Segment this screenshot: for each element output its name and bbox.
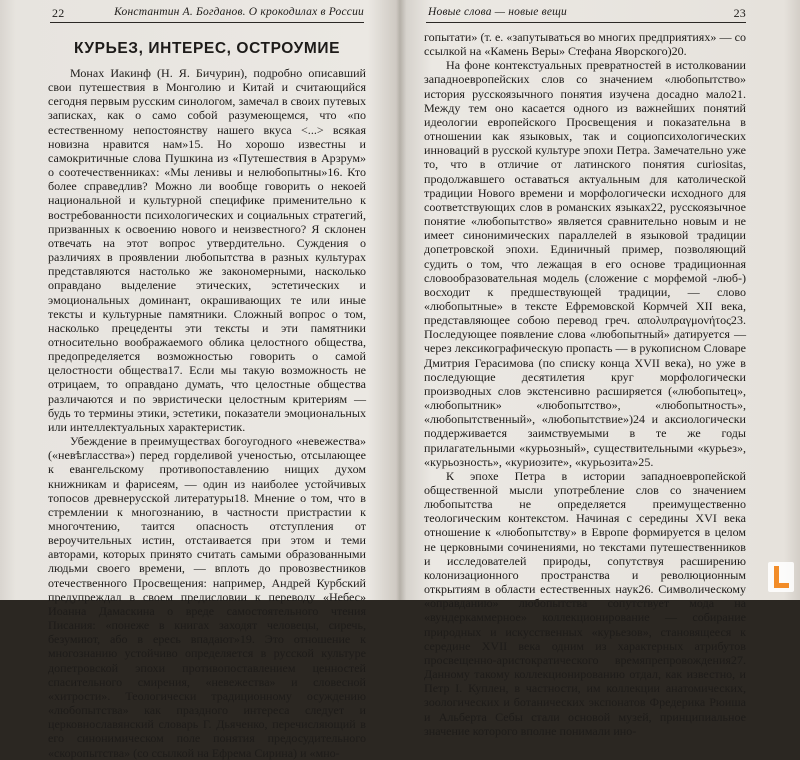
paragraph: Убеждение в преимуществах богоугодного «невежества» («невѣгласства») перед горделивой ученостью, отсылающее к евангельскому противопоставлению нищих духом книжникам и фарисеям, — один из наиболее устойчивых топосов древнерусской литературы18. Мнение о том, что в стремлении к многознанию, в частности пристрастии к многочтению, таится опасность отступления от вероучительных истин, отстаивается при этом и теми авторами, которых принято считать самыми образованными людьми своего времени, — вплоть до провозвестников отечественного Просвещения: например, Андрей Курбский предупреждал в своем предисловии к переводу «Небес» Иоанна Дамаскина о вреде самостоятельного чтения Писания: «понеже в книгах заходят человецы, сиречь, безумиют, або в ересь впадают»19. Это отношение к многознанию устойчиво определяется в русской культуре допетровской эпохи противопоставлением ценностей спасительного смирения, «невежества» и словесной «хитрости». Теологически традиционному осуждению «любопытства» как праздного интереса следует и церковнославянский словарь Г. Дьяченко, перечисляющий в его синонимическом поле понятия предосудительного «скоропытства» (со ссылкой на Ефрема Сирина) и «мно- <box>48 434 366 760</box>
right-header-rule <box>426 22 746 23</box>
left-running-head-text: Константин А. Богданов. О крокодилах в России <box>114 6 364 18</box>
right-page <box>402 0 800 738</box>
paragraph: гопытати» (т. е. «запутываться во многих предприятиях» — со ссылкой на «Камень Веры» Стефана Яворского)20. <box>424 30 746 59</box>
left-page-number: 22 <box>52 6 65 20</box>
chapter-title: КУРЬЕЗ, ИНТЕРЕС, ОСТРОУМИЕ <box>73 40 341 57</box>
right-body-text <box>424 30 746 738</box>
right-page-number: 23 <box>733 6 746 20</box>
right-running-head-text: Новые слова — новые вещи <box>428 6 568 18</box>
paragraph: Монах Иакинф (Н. Я. Бичурин), подробно описавший свои путешествия в Монголию и Китай и считающийся сегодня первым русским синологом, замечал в своих путевых записках, как о само собой разумеющемся, что «по естественному непостоянству нашего вкуса <...> всякая новизна нравится нам»15. Но хорошо известны и самокритичные слова Пушкина из «Путешествия в Арзрум» о соотечественниках: «Мы ленивы и нелюбопытны»16. Кто более справедлив? Можно ли вообще говорить о некоей национальной и культурной специфике применительно к востребованности психологических и социальных стратегий, призванных к освоению нового и неизвестного? Я склонен отвечать на этот вопрос утвердительно. Суждения о различиях в проявлении любопытства в разных культурах представляются настолько же закономерными, насколько оправдано выделение этических, эстетических и эмоциональных доминант, окрашивающих те или иные тексты и культурные памятники. Сложный вопрос о том, насколько прецеденты эти тексты и эти памятники относительно воображаемого облика целостного общества, предопределяется возможностью говорить о самой целостности общества17. Если мы такую возможность не отрицаем, то оправдано думать, что целостные общества различаются и по эвристически целостным критериям — будь то термины этики, эстетики, показатели эмоциональных или интеллектуальных характеристик. <box>48 66 366 434</box>
left-page <box>0 0 398 760</box>
left-body-text <box>48 66 366 760</box>
paragraph: К эпохе Петра в истории западноевропейской общественной мысли употребление слов со значением любопытства не определяется преимущественно теологическим контекстом. Начиная с середины XVI века отношение к «любопытству» в Европе формируется в целом не церковными сочинениями, но текстами путешественников и исследователей природы, сопутствуя расширению колонизационного пространства и революционным открытиям в области естественных наук26. Символическому «оправданию» любопытства сопутствует мода на «вундеркаммерное» коллекционирование — собирание природных и искусственных «курьезов», становящееся к середине XVII века одним из характерных атрибутов просвещенно-аристократического времяпрепровождения27. Данному такому коллекционированию отдал, как известно, и Петр I. Куплен, в частности, им коллекции анатомических, зоологических и ботанических экспонатов Фредерика Рюиша и Альберта Себы стали основой музей, принципиальное значение которого вполне понимали ино- <box>424 468 746 738</box>
paragraph: На фоне контекстуальных превратностей в истолковании западноевропейских слов со значением «любопытство» история русскоязычного понятия изучена досадно мало21. Между тем оно касается одного из важнейших понятий идеологии европейского Просвещения и показательна в отношении как языковых, так и социопсихологических инноваций в русской культуре эпохи Петра. Замечательно уже то, что в отличие от латинского понятия curiositas, продолжавшего оставаться актуальным для католической традиции Нового времени и морфологически исходного для соответствующих слов в романских языках22, русскоязычное понятие «любопытство» является сравнительно новым и не имеет синонимических параллелей в языковой традиции допетровской эпохи. Единичный пример, позволяющий судить о том, что лежащая в его основе традиционная словообразовательная модель (сложение с морфемой -люб-) восходит к предшествующей традиции, — слово «любопытные» в тексте Ефремовской Кормчей XII века, представляющее собою перевод греч. απολυπραγμονήτος23. Последующее появление слова «любопытный» датируется — через лексикографическую пропасть — в рукописном Словаре Дмитрия Герасимова (по списку конца XVII века), но уже в последующие десятилетия круг морфологически производных слов экстенсивно расширяется («любопытец», «любопытник» «любопытство», «любопытность», «любопытственный», «любопытствие»)24 и аксиологически поддерживается заимствуемыми в те же годы прилагательными «курьозный», существительными «курьез», «курьозность», «куриозите», «курьозита»25. <box>424 58 746 469</box>
left-header-rule <box>50 22 364 23</box>
publisher-logo-icon <box>768 562 794 592</box>
